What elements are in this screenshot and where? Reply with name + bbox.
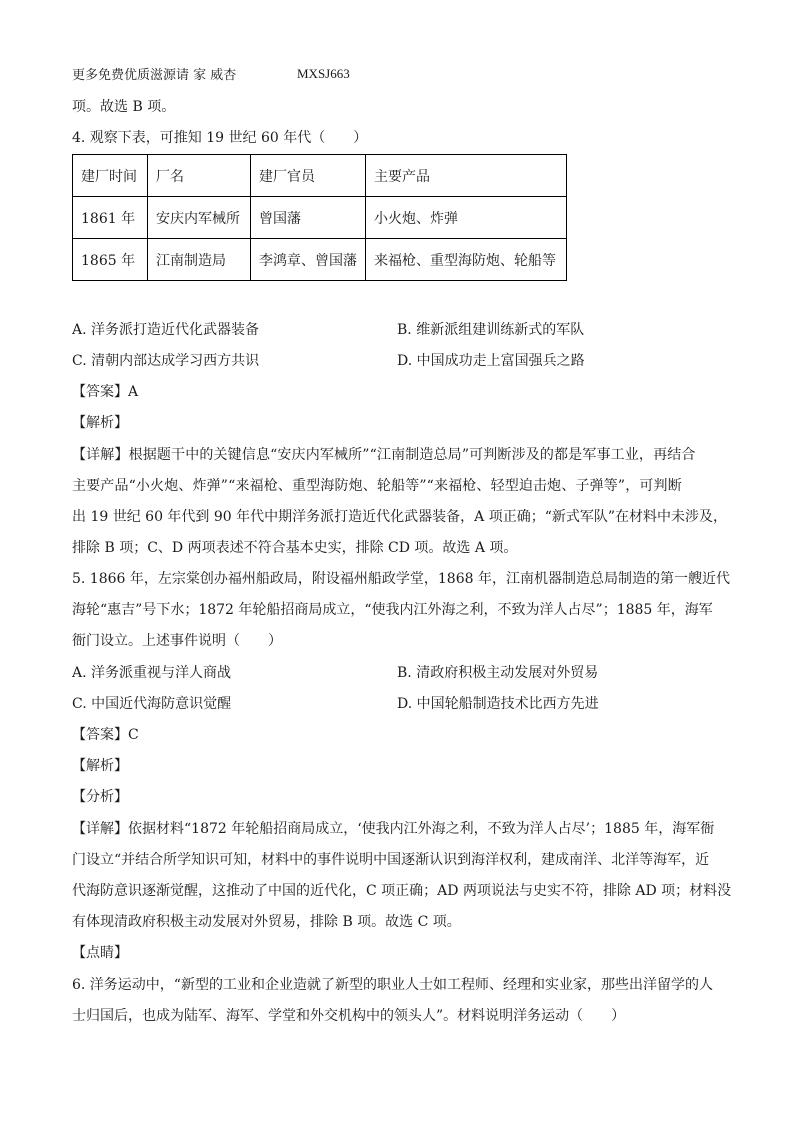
- question-4-stem: 4. 观察下表，可推知 19 世纪 60 年代（ ）: [72, 130, 368, 146]
- table-cell: 曾国藩: [251, 197, 366, 239]
- source-code-text: MXSJ663: [297, 66, 350, 81]
- q4-detail-line: 【详解】根据题干中的关键信息“安庆内军械所”“江南制造总局”可判断涉及的都是军事工业，再结合: [72, 447, 696, 463]
- q4-option-a: A. 洋务派打造近代化武器装备: [72, 322, 260, 338]
- table-cell: 厂名: [148, 155, 251, 197]
- q4-option-c: C. 清朝内部达成学习西方共识: [72, 353, 260, 369]
- q5-dianjing-heading: 【点睛】: [72, 945, 128, 961]
- q5-option-b: B. 清政府积极主动发展对外贸易: [397, 665, 599, 681]
- q4-option-d: D. 中国成功走上富国强兵之路: [397, 353, 585, 369]
- question-6-stem: 6. 洋务运动中，“新型的工业和企业造就了新型的职业人士如工程师、经理和实业家，那些出洋留学的人: [72, 977, 713, 993]
- q4-answer: 【答案】A: [72, 384, 139, 400]
- table-cell: 建厂官员: [251, 155, 366, 197]
- q5-answer: 【答案】C: [72, 727, 139, 743]
- question-5-stem: 海轮“惠吉”号下水；1872 年轮船招商局成立，“使我内江外海之利，不致为洋人占尽”；1885 年，海军: [72, 602, 713, 618]
- table-cell: 建厂时间: [73, 155, 148, 197]
- q4-analysis-heading: 【解析】: [72, 415, 128, 431]
- question-5-stem: 衙门设立。上述事件说明（ ）: [72, 633, 282, 649]
- source-watermark-text: 更多免费优质滋源请 家 威杏: [72, 68, 237, 83]
- q4-option-b: B. 维新派组建训练新式的军队: [397, 322, 585, 338]
- q4-detail-line: 出 19 世纪 60 年代到 90 年代中期洋务派打造近代化武器装备，A 项正确；“新式军队”在材料中未涉及，: [72, 509, 728, 525]
- prev-answer-tail: 项。故选 B 项。: [72, 99, 176, 115]
- table-cell: 来福枪、重型海防炮、轮船等: [366, 239, 567, 281]
- q5-detail-line: 代海防意识逐渐觉醒，这推动了中国的近代化，C 项正确；AD 两项说法与史实不符，排除 AD 项；材料没: [72, 883, 732, 899]
- table-header-row: [73, 155, 567, 197]
- table-cell: 1861 年: [73, 197, 148, 239]
- question-4-table: [72, 154, 567, 281]
- table-row: [73, 239, 567, 281]
- q5-option-a: A. 洋务派重视与洋人商战: [72, 665, 232, 681]
- table-cell: 江南制造局: [148, 239, 251, 281]
- q4-detail-line: 主要产品“小火炮、炸弹”“来福枪、重型海防炮、轮船等”“来福枪、轻型迫击炮、子弹等”，可判断: [72, 478, 682, 494]
- q5-option-c: C. 中国近代海防意识觉醒: [72, 696, 232, 712]
- q4-detail-line: 排除 B 项；C、D 两项表述不符合基本史实，排除 CD 项。故选 A 项。: [72, 540, 518, 556]
- question-6-stem: 士归国后，也成为陆军、海军、学堂和外交机构中的领头人”。材料说明洋务运动（ ）: [72, 1008, 626, 1024]
- table-cell: 小火炮、炸弹: [366, 197, 567, 239]
- table-cell: 主要产品: [366, 155, 567, 197]
- q5-detail-line: 有体现清政府积极主动发展对外贸易，排除 B 项。故选 C 项。: [72, 914, 461, 930]
- q5-option-d: D. 中国轮船制造技术比西方先进: [397, 696, 599, 712]
- table-cell: 1865 年: [73, 239, 148, 281]
- table-cell: 李鸿章、曾国藩: [251, 239, 366, 281]
- q5-detail-line: 【详解】依据材料“1872 年轮船招商局成立，‘使我内江外海之利，不致为洋人占尽’；1885 年，海军衙: [72, 821, 715, 837]
- question-5-stem: 5. 1866 年，左宗棠创办福州船政局，附设福州船政学堂，1868 年，江南机器制造总局制造的第一艘近代: [72, 571, 730, 587]
- q5-fenxi-heading: 【分析】: [72, 789, 128, 805]
- q5-detail-line: 门设立“并结合所学知识可知，材料中的事件说明中国逐渐认识到海洋权利，建成南洋、北洋等海军，近: [72, 852, 710, 868]
- q5-analysis-heading: 【解析】: [72, 758, 128, 774]
- table-cell: 安庆内军械所: [148, 197, 251, 239]
- table-row: [73, 197, 567, 239]
